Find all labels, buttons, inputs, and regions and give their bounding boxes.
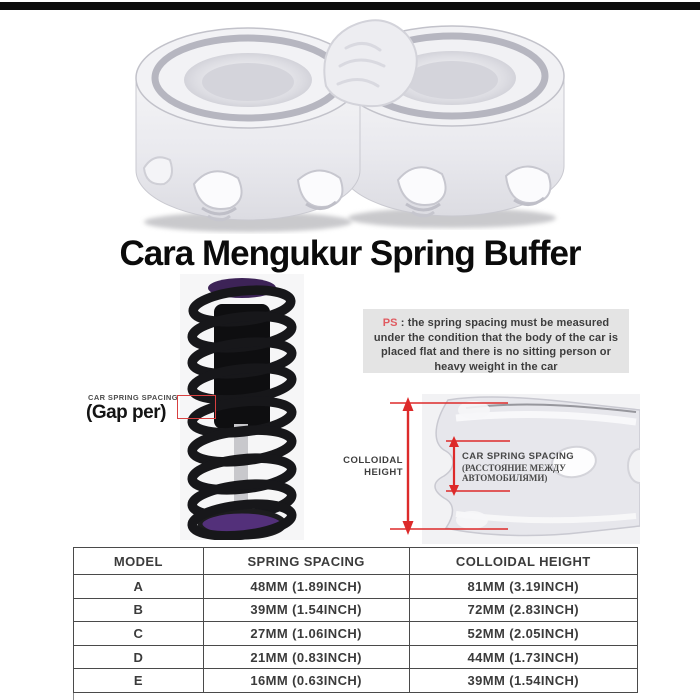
header-colloidal-height: COLLOIDAL HEIGHT [409, 548, 637, 575]
car-spring-spacing-ru-label: CAR SPRING SPACING (РАССТОЯНИЕ МЕЖДУ АВТОМОБИЛЯМИ) [462, 451, 575, 483]
buffer-joint-knob [324, 20, 416, 106]
table-border-stub [73, 693, 74, 700]
page-title: Cara Mengukur Spring Buffer [119, 234, 581, 273]
header-spring-spacing: SPRING SPACING [203, 548, 409, 575]
gap-measure-bracket [177, 395, 216, 419]
table-row: D 21MM (0.83INCH) 44MM (1.73INCH) [74, 645, 638, 669]
table-header-row [74, 548, 638, 575]
ps-note-text: : the spring spacing must be measured under the condition that the body of the car is placed flat and there is no sitting person or heavy weight in the car [373, 317, 619, 373]
table-row: E 16MM (0.63INCH) 39MM (1.54INCH) [74, 669, 638, 693]
colloidal-height-label: COLLOIDAL HEIGHT [343, 455, 403, 478]
table-row: B 39MM (1.54INCH) 72MM (2.83INCH) [74, 598, 638, 622]
spring-buffers-photo [130, 8, 572, 236]
car-spring-spacing-label: CAR SPRING SPACING [88, 393, 178, 402]
gap-per-label: (Gap per) [86, 402, 166, 423]
table-row: C 27MM (1.06INCH) 52MM (2.05INCH) [74, 622, 638, 646]
header-model: MODEL [74, 548, 204, 575]
ps-note [363, 309, 629, 373]
ps-note-prefix: PS [382, 317, 398, 329]
table-row: A 48MM (1.89INCH) 81MM (3.19INCH) [74, 575, 638, 599]
spec-table [73, 547, 638, 693]
